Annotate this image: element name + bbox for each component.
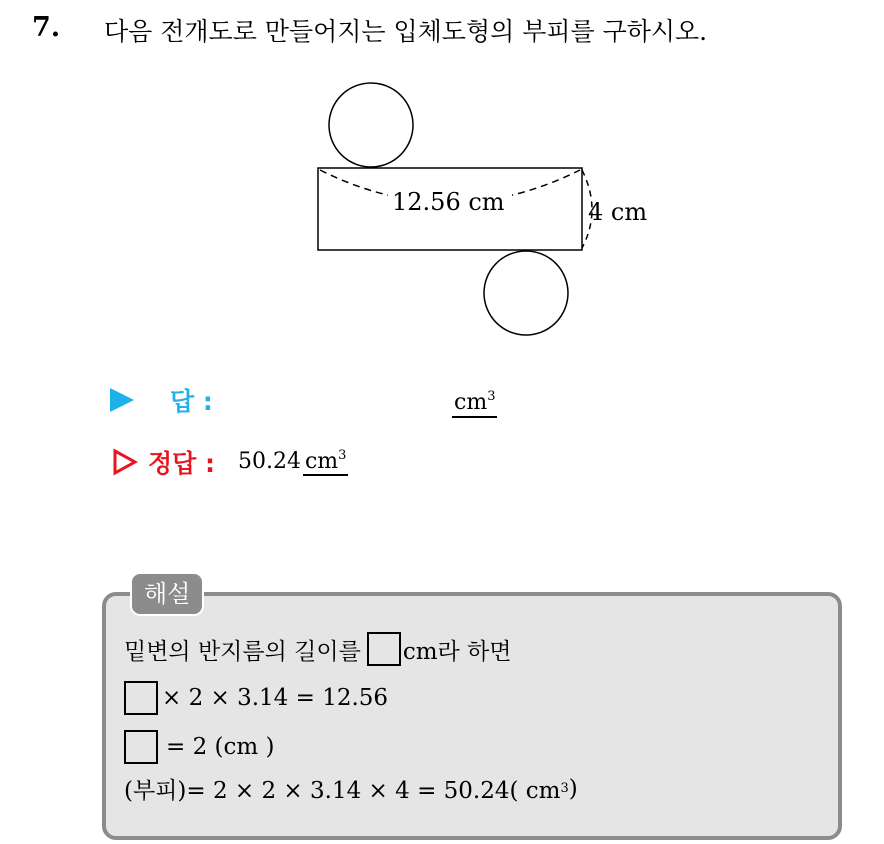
answer-unit[interactable]: $cm^3$ (452, 384, 497, 418)
correct-answer-value: 50.24 $cm^3$ (238, 448, 347, 474)
correct-answer-label: 정답 : (148, 449, 216, 478)
height-label: 4 cm (588, 198, 648, 226)
length-label: 12.56 cm (392, 188, 505, 216)
unknown-box (124, 730, 158, 764)
question-number: 7. (32, 12, 61, 43)
bottom-circle (484, 251, 568, 335)
solution-line-4: (부피)= 2 × 2 × 3.14 × 4 = 50.24( cm 3 ) (124, 775, 578, 804)
top-circle (329, 83, 413, 167)
solution-line-2: × 2 × 3.14 = 12.56 (124, 681, 388, 715)
answer-label: 답 : (170, 387, 213, 416)
net-diagram (0, 0, 884, 350)
solution-line-3: = 2 (cm ) (124, 730, 274, 764)
unknown-box (124, 681, 158, 715)
question-text: 다음 전개도로 만들어지는 입체도형의 부피를 구하시오. (104, 17, 708, 46)
answer-triangle-icon (110, 388, 134, 412)
correct-triangle-icon (112, 448, 138, 476)
solution-tag: 해설 (130, 572, 204, 616)
solution-line-1: 밑변의 반지름의 길이를 cm라 하면 (124, 632, 511, 666)
unknown-box (367, 632, 401, 666)
